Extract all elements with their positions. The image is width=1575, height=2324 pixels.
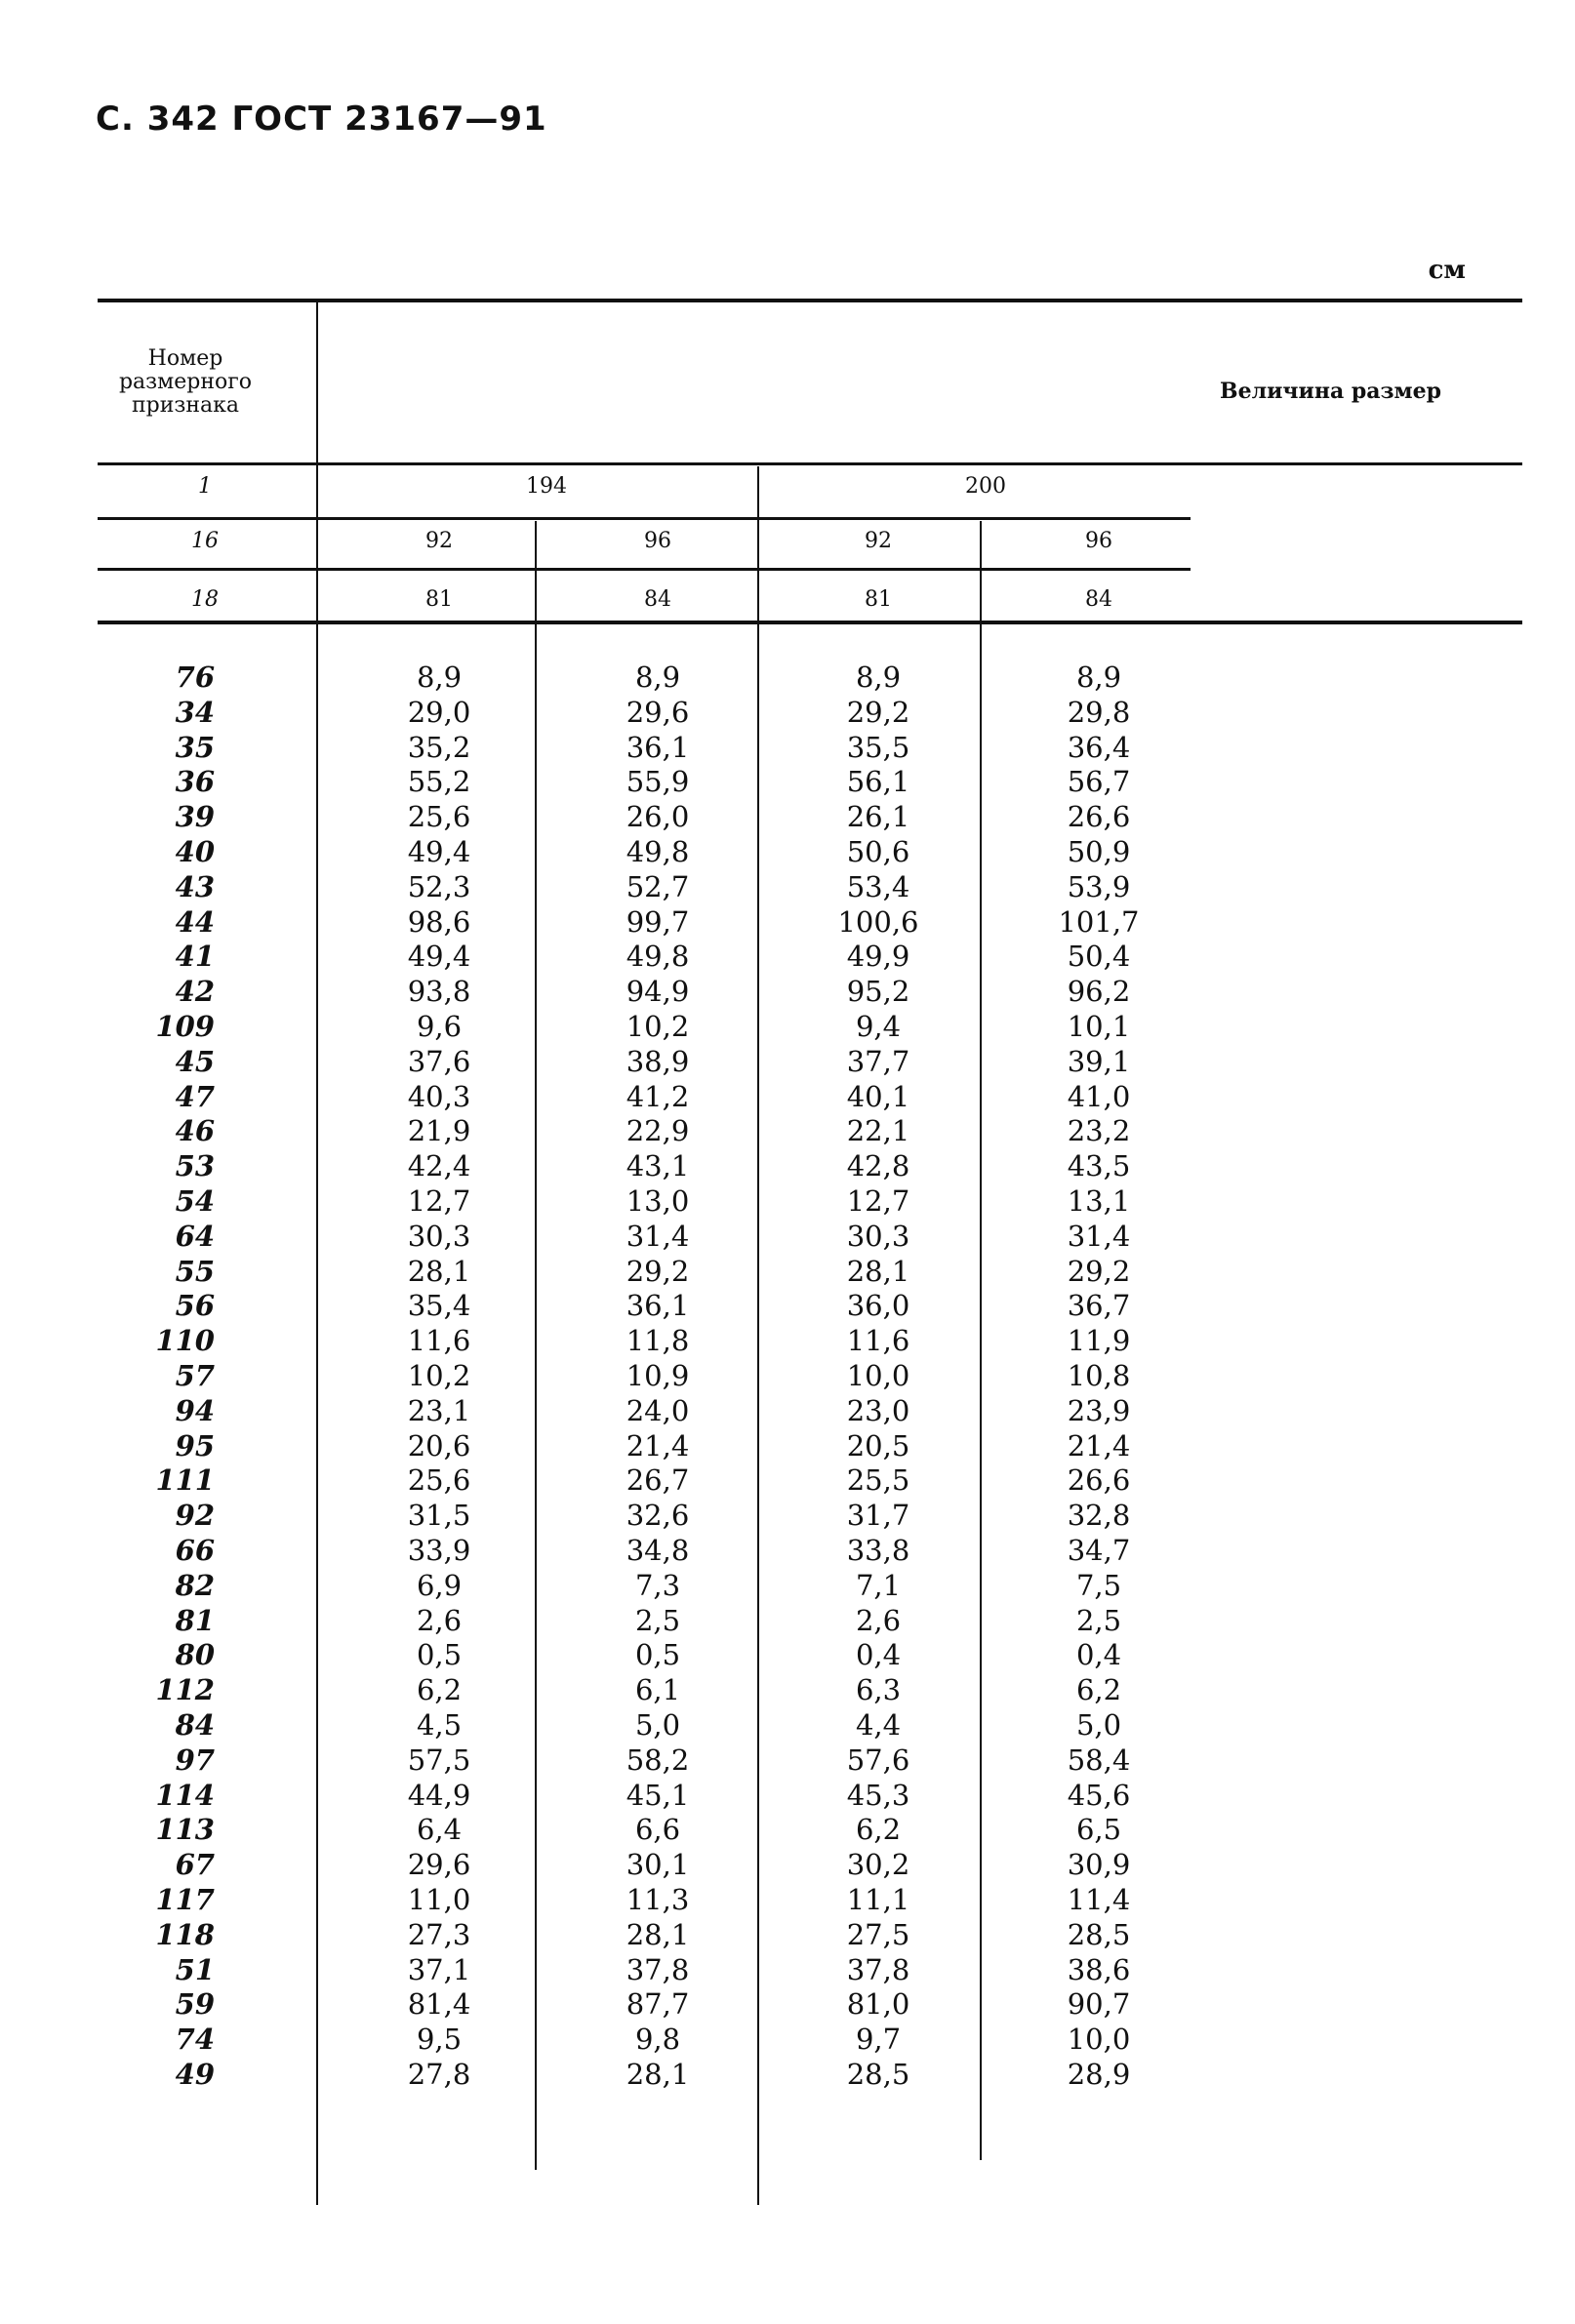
table-cell: 0,4 <box>1075 1638 1122 1672</box>
row-param-number: 54 <box>175 1184 215 1218</box>
table-cell: 13,1 <box>1067 1184 1131 1218</box>
row-param-number: 47 <box>175 1079 215 1113</box>
row-param-number: 56 <box>175 1289 215 1323</box>
table-cell: 2,6 <box>416 1603 463 1637</box>
table-cell: 49,8 <box>626 835 690 868</box>
table-cell: 37,8 <box>626 1952 690 1986</box>
table-cell: 2,6 <box>855 1603 902 1637</box>
table-cell: 30,2 <box>846 1848 910 1882</box>
table-cell: 11,0 <box>407 1883 471 1916</box>
table-cell: 10,9 <box>626 1359 690 1392</box>
table-cell: 34,8 <box>626 1534 690 1567</box>
table-cell: 6,2 <box>855 1813 902 1847</box>
table-cell: 38,9 <box>626 1044 690 1078</box>
table-cell: 50,9 <box>1067 835 1131 868</box>
table-cell: 93,8 <box>407 975 471 1009</box>
table-cell: 21,4 <box>1067 1428 1131 1463</box>
table-cell: 0,4 <box>855 1638 902 1672</box>
table-cell: 33,9 <box>407 1534 471 1567</box>
row-param-number: 97 <box>175 1743 215 1777</box>
table-cell: 28,1 <box>846 1254 910 1288</box>
table-cell: 8,9 <box>855 661 902 694</box>
table-cell: 8,9 <box>416 661 463 694</box>
table-cell: 29,2 <box>1067 1254 1131 1288</box>
value-column-header: Величина размер <box>1220 379 1442 404</box>
table-cell: 30,1 <box>626 1848 690 1882</box>
row-param-number: 51 <box>175 1952 215 1986</box>
table-cell: 36,4 <box>1067 730 1131 764</box>
row-param-number: 117 <box>155 1883 215 1916</box>
table-cell: 29,2 <box>626 1254 690 1288</box>
table-cell: 9,4 <box>855 1010 902 1043</box>
row-param-number: 57 <box>175 1359 215 1392</box>
table-cell: 49,4 <box>407 940 471 974</box>
group-divider-rule <box>757 466 759 2205</box>
table-cell: 27,5 <box>846 1917 910 1951</box>
table-cell: 41,0 <box>1067 1079 1131 1113</box>
table-cell: 9,6 <box>416 1010 463 1043</box>
table-cell: 23,2 <box>1067 1114 1131 1148</box>
header-group-194: 194 <box>526 474 567 499</box>
table-cell: 52,3 <box>407 869 471 903</box>
table-cell: 39,1 <box>1067 1044 1131 1078</box>
table-cell: 94,9 <box>626 975 690 1009</box>
table-cell: 29,6 <box>626 695 690 729</box>
table-cell: 29,0 <box>407 695 471 729</box>
table-cell: 43,5 <box>1067 1149 1131 1183</box>
table-cell: 45,1 <box>626 1778 690 1812</box>
table-cell: 6,1 <box>634 1673 681 1707</box>
table-cell: 27,8 <box>407 2058 471 2091</box>
row-param-number: 81 <box>175 1603 215 1637</box>
table-cell: 33,8 <box>846 1534 910 1567</box>
table-cell: 6,2 <box>416 1673 463 1707</box>
header-cell: 84 <box>1085 587 1112 612</box>
table-cell: 27,3 <box>407 1917 471 1951</box>
table-cell: 6,2 <box>1075 1673 1122 1707</box>
table-cell: 8,9 <box>1075 661 1122 694</box>
table-cell: 9,7 <box>855 2023 902 2057</box>
table-cell: 40,3 <box>407 1079 471 1113</box>
table-cell: 52,7 <box>626 869 690 903</box>
table-cell: 26,7 <box>626 1463 690 1498</box>
table-cell: 36,1 <box>626 1289 690 1323</box>
table-cell: 49,4 <box>407 835 471 868</box>
table-cell: 36,0 <box>846 1289 910 1323</box>
table-cell: 28,5 <box>1067 1917 1131 1951</box>
table-cell: 12,7 <box>407 1184 471 1218</box>
row-param-number: 35 <box>175 730 215 764</box>
table-cell: 10,2 <box>407 1359 471 1392</box>
table-cell: 2,5 <box>1075 1603 1122 1637</box>
table-cell: 28,1 <box>626 1917 690 1951</box>
row-param-number: 82 <box>175 1568 215 1602</box>
table-cell: 90,7 <box>1067 1987 1131 2022</box>
table-cell: 11,8 <box>626 1324 690 1358</box>
table-cell: 23,9 <box>1067 1393 1131 1427</box>
table-cell: 26,6 <box>1067 1463 1131 1498</box>
row-param-number: 39 <box>175 800 215 834</box>
row-param-number: 94 <box>175 1393 215 1427</box>
table-cell: 26,6 <box>1067 800 1131 834</box>
row-param-number: 113 <box>155 1813 215 1847</box>
table-cell: 20,6 <box>407 1428 471 1463</box>
row-param-number: 36 <box>175 765 215 799</box>
table-cell: 10,8 <box>1067 1359 1131 1392</box>
table-cell: 36,1 <box>626 730 690 764</box>
table-cell: 29,8 <box>1067 695 1131 729</box>
table-cell: 55,2 <box>407 765 471 799</box>
table-cell: 42,8 <box>846 1149 910 1183</box>
table-cell: 98,6 <box>407 904 471 939</box>
row-param-number: 41 <box>175 940 215 974</box>
table-top-rule <box>98 299 1522 302</box>
row-param-number: 34 <box>175 695 215 729</box>
table-cell: 6,6 <box>634 1813 681 1847</box>
table-cell: 29,6 <box>407 1848 471 1882</box>
table-cell: 45,6 <box>1067 1778 1131 1812</box>
table-cell: 38,6 <box>1067 1952 1131 1986</box>
unit-label: см <box>1428 256 1466 285</box>
table-cell: 58,4 <box>1067 1743 1131 1777</box>
header-cell: 92 <box>425 529 453 553</box>
param-column-header: Номер размерного признака <box>118 346 253 418</box>
row-param-number: 45 <box>175 1044 215 1078</box>
table-cell: 31,7 <box>846 1499 910 1533</box>
table-cell: 28,5 <box>846 2058 910 2091</box>
row-param-number: 40 <box>175 835 215 868</box>
table-cell: 8,9 <box>634 661 681 694</box>
table-cell: 101,7 <box>1058 904 1140 939</box>
table-cell: 50,6 <box>846 835 910 868</box>
table-cell: 100,6 <box>837 904 919 939</box>
table-cell: 30,3 <box>846 1219 910 1253</box>
table-cell: 23,0 <box>846 1393 910 1427</box>
row-param-number: 67 <box>175 1848 215 1882</box>
row-param-number: 80 <box>175 1638 215 1672</box>
table-cell: 24,0 <box>626 1393 690 1427</box>
table-cell: 10,2 <box>626 1010 690 1043</box>
table-cell: 25,6 <box>407 800 471 834</box>
header-param-1: 1 <box>198 474 212 499</box>
table-cell: 0,5 <box>634 1638 681 1672</box>
table-cell: 6,4 <box>416 1813 463 1847</box>
table-cell: 40,1 <box>846 1079 910 1113</box>
table-cell: 10,0 <box>846 1359 910 1392</box>
table-cell: 7,3 <box>634 1568 681 1602</box>
row-param-number: 110 <box>155 1324 215 1358</box>
table-cell: 30,9 <box>1067 1848 1131 1882</box>
param-column-rule <box>316 302 318 2205</box>
row-param-number: 118 <box>155 1917 215 1951</box>
table-cell: 7,1 <box>855 1568 902 1602</box>
table-cell: 9,8 <box>634 2023 681 2057</box>
header-group-200: 200 <box>965 474 1006 499</box>
header-param-18: 18 <box>191 587 219 612</box>
row-param-number: 95 <box>175 1428 215 1463</box>
row-param-number: 46 <box>175 1114 215 1148</box>
table-cell: 11,6 <box>407 1324 471 1358</box>
table-cell: 22,9 <box>626 1114 690 1148</box>
table-cell: 35,2 <box>407 730 471 764</box>
table-cell: 56,7 <box>1067 765 1131 799</box>
table-cell: 5,0 <box>634 1708 681 1742</box>
table-cell: 22,1 <box>846 1114 910 1148</box>
table-cell: 12,7 <box>846 1184 910 1218</box>
table-cell: 81,0 <box>846 1987 910 2022</box>
table-cell: 11,1 <box>846 1883 910 1916</box>
table-cell: 43,1 <box>626 1149 690 1183</box>
table-cell: 32,6 <box>626 1499 690 1533</box>
row-param-number: 66 <box>175 1534 215 1567</box>
row-param-number: 43 <box>175 869 215 903</box>
table-cell: 56,1 <box>846 765 910 799</box>
table-cell: 37,7 <box>846 1044 910 1078</box>
row-param-number: 55 <box>175 1254 215 1288</box>
table-cell: 21,4 <box>626 1428 690 1463</box>
row-param-number: 59 <box>175 1987 215 2022</box>
table-cell: 4,4 <box>855 1708 902 1742</box>
table-cell: 21,9 <box>407 1114 471 1148</box>
row-param-number: 109 <box>155 1010 215 1043</box>
row-param-number: 44 <box>175 904 215 939</box>
table-cell: 2,5 <box>634 1603 681 1637</box>
header-cell: 84 <box>644 587 671 612</box>
header-param-16: 16 <box>191 529 219 553</box>
table-cell: 25,5 <box>846 1463 910 1498</box>
table-cell: 37,6 <box>407 1044 471 1078</box>
table-cell: 57,5 <box>407 1743 471 1777</box>
table-cell: 50,4 <box>1067 940 1131 974</box>
table-cell: 28,9 <box>1067 2058 1131 2091</box>
table-cell: 20,5 <box>846 1428 910 1463</box>
table-cell: 35,5 <box>846 730 910 764</box>
table-cell: 45,3 <box>846 1778 910 1812</box>
table-cell: 7,5 <box>1075 1568 1122 1602</box>
table-cell: 30,3 <box>407 1219 471 1253</box>
table-cell: 11,9 <box>1067 1324 1131 1358</box>
table-cell: 37,1 <box>407 1952 471 1986</box>
table-cell: 99,7 <box>626 904 690 939</box>
col-divider-3 <box>980 521 982 2160</box>
table-cell: 34,7 <box>1067 1534 1131 1567</box>
row-param-number: 112 <box>155 1673 215 1707</box>
table-cell: 13,0 <box>626 1184 690 1218</box>
header-cell: 96 <box>644 529 671 553</box>
table-cell: 53,4 <box>846 869 910 903</box>
table-cell: 10,1 <box>1067 1010 1131 1043</box>
row-param-number: 84 <box>175 1708 215 1742</box>
table-cell: 4,5 <box>416 1708 463 1742</box>
table-cell: 29,2 <box>846 695 910 729</box>
table-cell: 36,7 <box>1067 1289 1131 1323</box>
table-cell: 26,0 <box>626 800 690 834</box>
table-cell: 11,3 <box>626 1883 690 1916</box>
table-cell: 57,6 <box>846 1743 910 1777</box>
table-cell: 6,3 <box>855 1673 902 1707</box>
table-cell: 31,5 <box>407 1499 471 1533</box>
row-param-number: 53 <box>175 1149 215 1183</box>
row-param-number: 74 <box>175 2023 215 2057</box>
row-param-number: 42 <box>175 975 215 1009</box>
table-cell: 81,4 <box>407 1987 471 2022</box>
table-cell: 6,5 <box>1075 1813 1122 1847</box>
table-cell: 49,9 <box>846 940 910 974</box>
table-cell: 11,4 <box>1067 1883 1131 1916</box>
table-cell: 31,4 <box>626 1219 690 1253</box>
header-cell: 92 <box>865 529 892 553</box>
table-cell: 87,7 <box>626 1987 690 2022</box>
header-rule-2 <box>98 517 1191 520</box>
table-cell: 11,6 <box>846 1324 910 1358</box>
table-cell: 31,4 <box>1067 1219 1131 1253</box>
table-cell: 41,2 <box>626 1079 690 1113</box>
table-cell: 42,4 <box>407 1149 471 1183</box>
row-param-number: 92 <box>175 1499 215 1533</box>
table-cell: 6,9 <box>416 1568 463 1602</box>
table-cell: 0,5 <box>416 1638 463 1672</box>
table-cell: 37,8 <box>846 1952 910 1986</box>
page-header: С. 342 ГОСТ 23167—91 <box>96 100 547 139</box>
table-cell: 23,1 <box>407 1393 471 1427</box>
table-cell: 44,9 <box>407 1778 471 1812</box>
header-rule-3 <box>98 568 1191 571</box>
header-rule-1 <box>98 462 1522 465</box>
header-cell: 81 <box>425 587 453 612</box>
table-cell: 35,4 <box>407 1289 471 1323</box>
table-cell: 10,0 <box>1067 2023 1131 2057</box>
col-divider-1 <box>535 521 537 2170</box>
row-param-number: 114 <box>155 1778 215 1812</box>
row-param-number: 111 <box>155 1463 215 1498</box>
header-cell: 81 <box>865 587 892 612</box>
table-cell: 25,6 <box>407 1463 471 1498</box>
table-cell: 32,8 <box>1067 1499 1131 1533</box>
table-cell: 55,9 <box>626 765 690 799</box>
header-cell: 96 <box>1085 529 1112 553</box>
row-param-number: 64 <box>175 1219 215 1253</box>
row-param-number: 49 <box>175 2058 215 2091</box>
table-cell: 28,1 <box>626 2058 690 2091</box>
table-cell: 26,1 <box>846 800 910 834</box>
table-cell: 9,5 <box>416 2023 463 2057</box>
header-bottom-rule <box>98 621 1522 624</box>
table-cell: 49,8 <box>626 940 690 974</box>
table-cell: 28,1 <box>407 1254 471 1288</box>
table-cell: 53,9 <box>1067 869 1131 903</box>
table-cell: 95,2 <box>846 975 910 1009</box>
table-cell: 58,2 <box>626 1743 690 1777</box>
row-param-number: 76 <box>175 661 215 694</box>
table-cell: 96,2 <box>1067 975 1131 1009</box>
table-cell: 5,0 <box>1075 1708 1122 1742</box>
